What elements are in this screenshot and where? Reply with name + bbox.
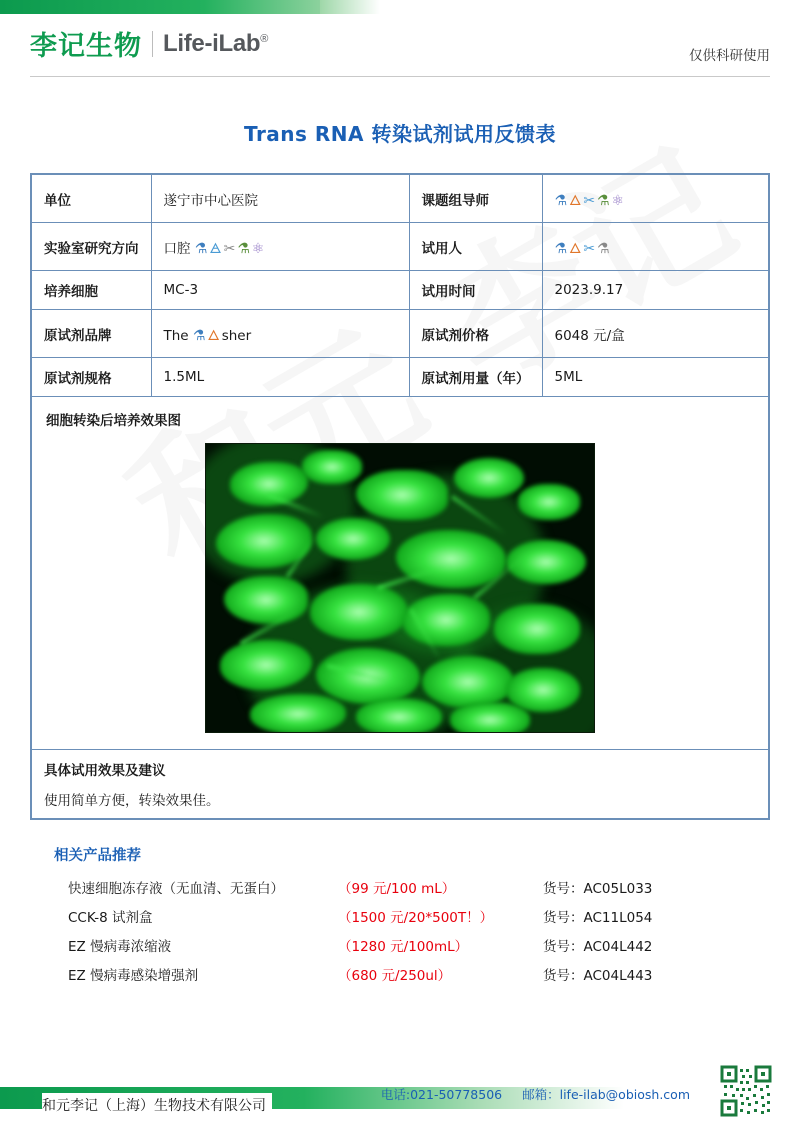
- footer-contact-info: [365, 1085, 690, 1103]
- product-price: （680 元/250ul）: [338, 968, 452, 984]
- product-code: 货号：AC05L033: [543, 881, 653, 897]
- cell-line-value: MC-3: [151, 271, 409, 310]
- table-row: [32, 310, 769, 358]
- advisor-value-redacted: [542, 175, 769, 223]
- product-name: CCK-8 试剂盒: [68, 910, 153, 926]
- product-name: EZ 慢病毒浓缩液: [68, 939, 172, 955]
- footer-email[interactable]: 邮箱：life-ilab@obiosh.com: [522, 1087, 690, 1102]
- fluorescence-image-cell: [32, 397, 769, 750]
- list-item: [54, 906, 770, 926]
- trial-date-value: 2023.9.17: [542, 271, 769, 310]
- original-usage-label: 原试剂用量（年）: [409, 358, 542, 397]
- tester-value-redacted: [542, 223, 769, 271]
- advice-cell: [32, 750, 769, 819]
- list-item: [54, 964, 770, 984]
- original-usage-value: 5ML: [542, 358, 769, 397]
- original-brand-label: 原试剂品牌: [32, 310, 152, 358]
- tester-label: 试用人: [409, 223, 542, 271]
- logo-english-label: Life-iLab: [163, 29, 261, 57]
- product-code: 货号：AC04L443: [543, 968, 653, 984]
- advisor-label: 课题组导师: [409, 175, 542, 223]
- fluorescence-microscopy-image: [205, 443, 595, 733]
- research-direction-value: [151, 223, 409, 271]
- advice-label: 具体试用效果及建议: [44, 763, 166, 779]
- research-direction-text: 口腔: [163, 241, 191, 257]
- page-footer: [0, 1069, 800, 1131]
- logo-english-text: [163, 30, 268, 58]
- original-spec-value: 1.5ML: [151, 358, 409, 397]
- list-item: [54, 877, 770, 897]
- table-row-image: [32, 397, 769, 750]
- logo-divider: [152, 31, 153, 57]
- list-item: [54, 935, 770, 955]
- recommended-products-title: 相关产品推荐: [54, 848, 141, 864]
- table-row: [32, 358, 769, 397]
- logo-chinese-text: 李记生物: [30, 31, 142, 62]
- product-code: 货号：AC04L442: [543, 939, 653, 955]
- brand-logo: [30, 24, 268, 63]
- recommended-products-section: [54, 844, 770, 984]
- table-row: [32, 271, 769, 310]
- page-header: [0, 0, 800, 88]
- footer-phone: 电话:021-50778506: [380, 1087, 503, 1102]
- unit-label: 单位: [32, 175, 152, 223]
- original-brand-value: The ⚗🜂sher: [151, 310, 409, 358]
- header-accent-bar: [0, 0, 340, 14]
- product-name: 快速细胞冻存液（无血清、无蛋白）: [68, 881, 284, 897]
- redaction-glyphs-research: ⚗🜁✂⚗⚛: [194, 241, 267, 257]
- table-row: [32, 175, 769, 223]
- redaction-glyphs-advisor: ⚗🜂✂⚗⚛: [554, 193, 627, 209]
- image-caption: 细胞转染后培养效果图: [46, 413, 181, 429]
- product-name: EZ 慢病毒感染增强剂: [68, 968, 199, 984]
- cell-line-label: 培养细胞: [32, 271, 152, 310]
- table-row-advice: [32, 750, 769, 819]
- page-title: Trans RNA 转染试剂试用反馈表: [244, 122, 556, 146]
- product-price: （1280 元/100mL）: [338, 939, 469, 955]
- feedback-form-table: [30, 173, 770, 820]
- redaction-glyphs-brand: ⚗🜂: [192, 328, 222, 344]
- qr-code-icon: [720, 1065, 772, 1117]
- product-price: （99 元/100 mL）: [338, 881, 456, 897]
- footer-company-name: 和元李记（上海）生物技术有限公司: [42, 1093, 272, 1117]
- original-spec-label: 原试剂规格: [32, 358, 152, 397]
- redaction-glyphs-tester: ⚗🜂✂⚗: [554, 241, 612, 257]
- research-direction-label: 实验室研究方向: [32, 223, 152, 271]
- product-code: 货号：AC11L054: [543, 910, 653, 926]
- trial-date-label: 试用时间: [409, 271, 542, 310]
- header-divider-line: [30, 76, 770, 77]
- product-price: （1500 元/20*500T！）: [338, 910, 494, 926]
- advice-value: 使用简单方便，转染效果佳。: [44, 793, 220, 809]
- original-price-value: 6048 元/盒: [542, 310, 769, 358]
- research-use-only-note: 仅供科研使用: [689, 48, 770, 64]
- registered-mark-icon: ®: [260, 32, 269, 45]
- table-row: [32, 223, 769, 271]
- unit-value: 遂宁市中心医院: [151, 175, 409, 223]
- original-price-label: 原试剂价格: [409, 310, 542, 358]
